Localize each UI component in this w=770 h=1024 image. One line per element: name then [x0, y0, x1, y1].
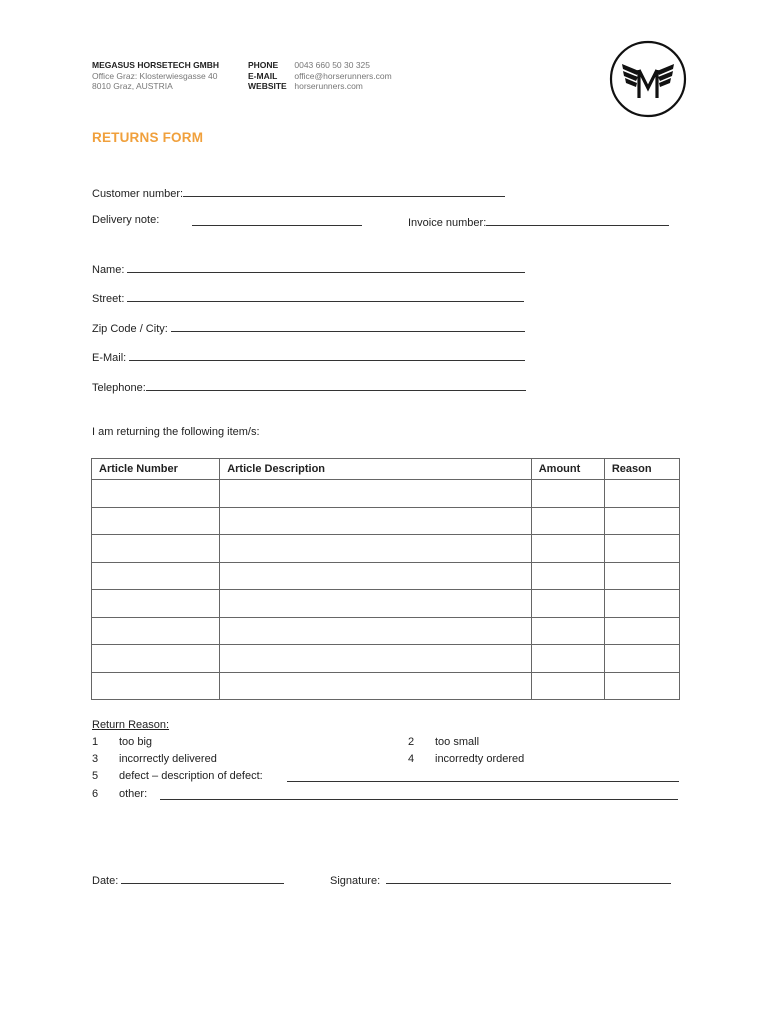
article-description-cell[interactable]: [220, 507, 532, 535]
return-reason-heading: [92, 717, 169, 734]
reason-cell[interactable]: [604, 672, 679, 700]
street-label: Street:: [92, 293, 125, 305]
reason-cell[interactable]: [604, 617, 679, 645]
zip-city-label: Zip Code / City:: [92, 323, 168, 335]
amount-cell[interactable]: [531, 507, 604, 535]
article-number-cell[interactable]: [92, 480, 220, 508]
reason-text: incorredty ordered: [435, 753, 525, 765]
company-address-1: Office Graz: Klosterwiesgasse 40: [92, 70, 218, 81]
article-number-cell[interactable]: [92, 617, 220, 645]
date-input[interactable]: [121, 872, 284, 884]
winged-m-logo-icon: [609, 40, 687, 118]
article-description-cell[interactable]: [220, 535, 532, 563]
signature-field: [330, 872, 671, 887]
article-number-cell[interactable]: [92, 507, 220, 535]
amount-cell[interactable]: [531, 562, 604, 590]
phone-value: 0043 660 50 30 325: [294, 60, 371, 70]
header-article-number: Article Number: [92, 459, 220, 480]
invoice-number-input[interactable]: [486, 214, 669, 226]
reason-text: incorrectly delivered: [119, 753, 217, 765]
company-address-2: 8010 Graz, AUSTRIA: [92, 81, 173, 91]
name-label: Name:: [92, 264, 125, 276]
amount-cell[interactable]: [531, 480, 604, 508]
amount-cell[interactable]: [531, 617, 604, 645]
reason-num: 1: [92, 736, 99, 748]
amount-cell[interactable]: [531, 590, 604, 618]
reason-text: other:: [119, 788, 148, 800]
article-description-cell[interactable]: [220, 645, 532, 673]
article-number-cell[interactable]: [92, 590, 220, 618]
date-label: Date:: [92, 875, 119, 887]
returning-text: I am returning the following item/s:: [92, 426, 260, 438]
reason-num: 6: [92, 788, 99, 800]
zip-city-input[interactable]: [171, 320, 525, 332]
reason-num: 2: [408, 736, 415, 748]
reason-cell[interactable]: [604, 480, 679, 508]
telephone-input[interactable]: [146, 379, 526, 391]
reason-item-3: [92, 751, 217, 768]
delivery-note-input[interactable]: [192, 214, 362, 226]
table-row: [92, 590, 680, 618]
contact-row-phone: [248, 60, 392, 71]
reason-text: too big: [119, 736, 153, 748]
article-number-cell[interactable]: [92, 672, 220, 700]
reason-text: too small: [435, 736, 480, 748]
email-input[interactable]: [129, 349, 525, 361]
reason-cell[interactable]: [604, 507, 679, 535]
delivery-note-label: Delivery note:: [92, 214, 160, 226]
customer-number-label: Customer number:: [92, 188, 184, 200]
table-header-row: [92, 459, 680, 480]
table-row: [92, 672, 680, 700]
reason-cell[interactable]: [604, 645, 679, 673]
article-description-cell[interactable]: [220, 617, 532, 645]
signature-input[interactable]: [386, 872, 671, 884]
email-field-label: E-Mail:: [92, 352, 127, 364]
name-input[interactable]: [127, 261, 525, 273]
reason-item-5: [92, 768, 263, 785]
return-reason-label: Return Reason:: [92, 719, 170, 731]
street-input[interactable]: [127, 290, 524, 302]
delivery-note-field: [92, 214, 159, 226]
article-number-cell[interactable]: [92, 645, 220, 673]
reason-num: 5: [92, 770, 99, 782]
customer-number-field: [92, 185, 505, 200]
article-number-cell[interactable]: [92, 562, 220, 590]
table-row: [92, 480, 680, 508]
zip-city-field: [92, 320, 525, 335]
amount-cell[interactable]: [531, 645, 604, 673]
invoice-number-label: Invoice number:: [408, 217, 487, 229]
amount-cell[interactable]: [531, 672, 604, 700]
street-field: [92, 290, 524, 305]
header-article-description: Article Description: [220, 459, 532, 480]
contact-row-email: [248, 71, 392, 82]
customer-number-input[interactable]: [183, 185, 505, 197]
telephone-label: Telephone:: [92, 382, 146, 394]
contact-info: [248, 60, 392, 92]
header-reason: Reason: [604, 459, 679, 480]
reason-num: 4: [408, 753, 415, 765]
table-row: [92, 535, 680, 563]
reason-item-1: [92, 734, 152, 751]
company-name: MEGASUS HORSETECH GMBH: [92, 60, 220, 70]
table-body: [92, 480, 680, 700]
email-label: E-MAIL: [248, 70, 278, 81]
reason-text: defect – description of defect:: [119, 770, 263, 782]
table-row: [92, 507, 680, 535]
date-field: [92, 872, 284, 887]
invoice-number-field: [408, 214, 669, 229]
reason-cell[interactable]: [604, 562, 679, 590]
reason-cell[interactable]: [604, 535, 679, 563]
amount-cell[interactable]: [531, 535, 604, 563]
phone-label: PHONE: [248, 60, 279, 70]
reason-cell[interactable]: [604, 590, 679, 618]
table-row: [92, 645, 680, 673]
table-row: [92, 617, 680, 645]
name-field: [92, 261, 525, 276]
reason-item-2: [408, 734, 479, 751]
article-description-cell[interactable]: [220, 562, 532, 590]
form-title: RETURNS FORM: [92, 130, 204, 145]
email-field: [92, 349, 525, 364]
reason-item-6: [92, 786, 147, 803]
article-description-cell[interactable]: [220, 480, 532, 508]
company-info: [92, 60, 219, 92]
article-description-cell[interactable]: [220, 590, 532, 618]
other-reason-input[interactable]: [160, 788, 678, 800]
header-amount: Amount: [531, 459, 604, 480]
email-value[interactable]: office@horserunners.com: [294, 70, 392, 81]
defect-description-input[interactable]: [287, 770, 679, 782]
signature-label: Signature:: [330, 875, 381, 887]
table-row: [92, 562, 680, 590]
website-label: WEBSITE: [248, 81, 287, 91]
article-number-cell[interactable]: [92, 535, 220, 563]
telephone-field: [92, 379, 526, 394]
reason-num: 3: [92, 753, 99, 765]
items-table: [91, 458, 680, 700]
article-description-cell[interactable]: [220, 672, 532, 700]
contact-row-website: [248, 81, 392, 92]
website-value[interactable]: horserunners.com: [294, 81, 363, 91]
reason-item-4: [408, 751, 524, 768]
